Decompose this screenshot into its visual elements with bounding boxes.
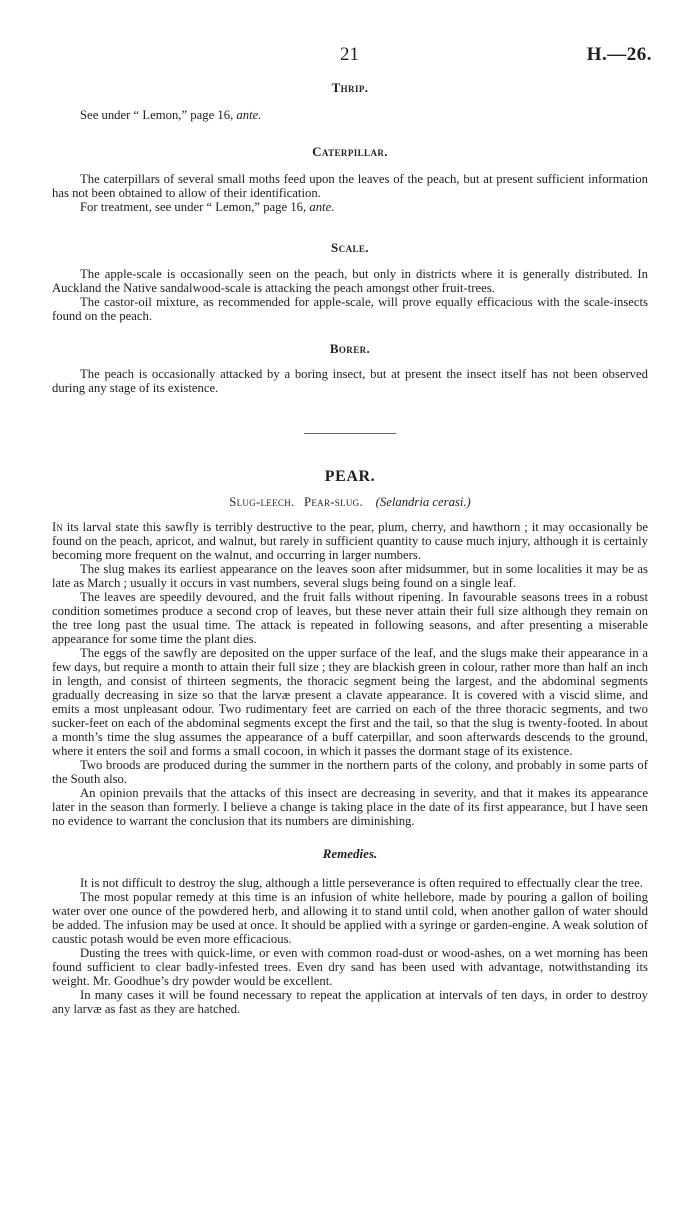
paragraph: In many cases it will be found necessary to repeat the application at intervals of ten days, in order to destroy any larvæ as fast as they are hatched. bbox=[52, 988, 648, 1016]
paragraph: See under “ Lemon,” page 16, ante. bbox=[80, 108, 262, 122]
pear-heading: PEAR. bbox=[324, 468, 376, 485]
section-scale bbox=[52, 240, 648, 323]
page-header bbox=[0, 44, 700, 72]
remedies-heading: Remedies. bbox=[322, 846, 378, 861]
paragraph: The caterpillars of several small moths feed upon the leaves of the peach, but at present sufficient information has not been obtained to allow of their identification. bbox=[52, 172, 648, 200]
paragraph: Two broods are produced during the summer in the northern parts of the colony, and probably in some parts of the South also. bbox=[52, 758, 648, 786]
section-borer bbox=[52, 341, 648, 395]
paragraph: For treatment, see under “ Lemon,” page 16, ante. bbox=[80, 200, 335, 214]
paragraph: The leaves are speedily devoured, and the fruit falls without ripening. In favourable seasons trees in a robust condition sometimes produce a second crop of leaves, but these never attain their full size although they remain on the tree long past the usual time. The attack is repeated in following seasons, and after presenting a miserable appearance for some time the plant dies. bbox=[52, 590, 648, 646]
paragraph: The most popular remedy at this time is an infusion of white hellebore, made by pouring a gallon of boiling water over one ounce of the powdered herb, and allowing it to stand until cold, when another gallon of water should be added. The infusion may be used at once. It should be applied with a syringe or garden-engine. A weak solution of caustic potash would be even more efficacious. bbox=[52, 890, 648, 946]
section-heading-caterpillar: Caterpillar. bbox=[312, 144, 388, 159]
page-number: 21 bbox=[340, 44, 359, 65]
section-pear bbox=[52, 468, 648, 828]
section-heading-scale: Scale. bbox=[331, 240, 369, 255]
paragraph: The eggs of the sawfly are deposited on the upper surface of the leaf, and the slugs make their appearance in a few days, but require a month to attain their full size ; they are blackish green in colour, rather more than half an inch in length, and consist of thirteen segments, the thoracic segment being the largest, and the abdominal segments gradually decreasing in size so that the larvæ present a clavate appearance. It is covered with a viscid slime, and emits a most unpleasant odour. Two rudimentary feet are carried on each of the three thoracic segments, and two sucker-feet on each of the abdominal segments except the first and the tail, so that the slug is twenty-footed. In about a month’s time the slug assumes the appearance of a buff caterpillar, and soon afterwards descends to the ground, where it enters the soil and forms a small cocoon, in which it passes the dormant stage of its existence. bbox=[52, 646, 648, 758]
section-divider bbox=[304, 433, 396, 434]
page-body bbox=[52, 80, 648, 1016]
section-heading-borer: Borer. bbox=[329, 341, 371, 356]
section-remedies bbox=[52, 846, 648, 1016]
paragraph: The castor-oil mixture, as recommended for apple-scale, will prove equally efficacious with the scale-insects found on the peach. bbox=[52, 295, 648, 323]
paragraph: The slug makes its earliest appearance on the leaves soon after midsummer, but in some localities it may be as late as March ; usually it occurs in vast numbers, several slugs being found on a single leaf. bbox=[52, 562, 648, 590]
paragraph: An opinion prevails that the attacks of this insect are decreasing in severity, and that it makes its appearance later in the season than formerly. I believe a change is taking place in the date of its first appearance, but I have seen no evidence to warrant the conclusion that its numbers are diminishing. bbox=[52, 786, 648, 828]
paragraph: The peach is occasionally attacked by a boring insect, but at present the insect itself has not been observed during any stage of its existence. bbox=[52, 367, 648, 395]
paragraph: In its larval state this sawfly is terribly destructive to the pear, plum, cherry, and hawthorn ; it may occasionally be found on the peach, apricot, and walnut, but rarely in sufficient quantity to cause much injury, although it is certainly becoming more frequent on the walnut, and occurring in larger numbers. bbox=[52, 520, 648, 562]
paragraph: Dusting the trees with quick-lime, or even with common road-dust or wood-ashes, on a wet morning has been found sufficient to clear badly-infested trees. Even dry sand has been used with advantage, notwithstanding its weight. Mr. Goodhue’s dry powder would be excellent. bbox=[52, 946, 648, 988]
paragraph: The apple-scale is occasionally seen on the peach, but only in districts where it is generally distributed. In Auckland the Native sandalwood-scale is attacking the peach amongst other fruit-trees. bbox=[52, 267, 648, 295]
section-heading-thrip: Thrip. bbox=[331, 80, 369, 95]
section-caterpillar bbox=[52, 144, 648, 214]
pear-subheading: Slug-leech. Pear-slug. (Selandria cerasi.) bbox=[229, 495, 471, 509]
section-thrip bbox=[52, 80, 648, 122]
document-reference: H.—26. bbox=[586, 44, 652, 65]
paragraph: It is not difficult to destroy the slug, although a little perseverance is often required to effectually clear the tree. bbox=[80, 876, 643, 890]
